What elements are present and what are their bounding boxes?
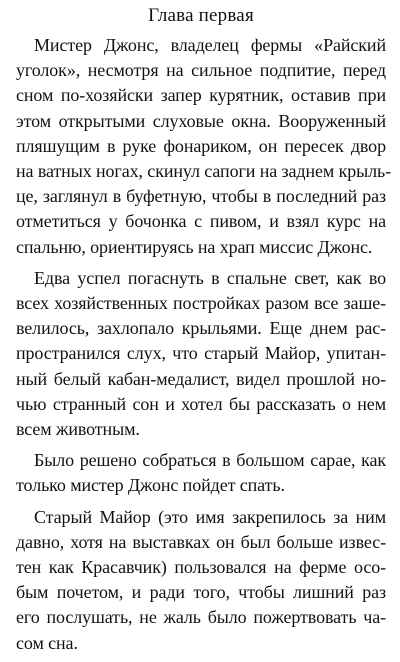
text-line: всех хозяйственных постройках разом все заше- (16, 293, 386, 314)
paragraph (16, 33, 392, 260)
text-line: отметиться у бочонка с пивом, и взял курс на (16, 211, 386, 232)
text-line: давно, хотя на выставках он был больше извес- (16, 531, 386, 552)
text-line: пространился слух, что старый Майор, упитан- (16, 343, 386, 364)
paragraph (16, 266, 386, 442)
body-text (16, 33, 392, 662)
text-line: только мистер Джонс пойдет спать. (16, 475, 285, 496)
text-line: бым почетом, и ради того, чтобы лишний раз (16, 582, 386, 603)
text-line: чью странный сон и хотел бы рассказать о нем (16, 393, 386, 414)
text-line: це, заглянул в буфетную, чтобы в последний раз (16, 186, 386, 207)
text-line: на ватных ногах, скинул сапоги на заднем крыль- (16, 161, 392, 182)
text-line: ный белый кабан-медалист, видел прошлой но- (16, 368, 386, 389)
text-line: уголок», несмотря на сильное подпитие, перед (16, 60, 386, 81)
text-line: Едва успел погаснуть в спальне свет, как во (34, 267, 386, 288)
paragraph (16, 505, 386, 656)
text-line: спальню, ориентируясь на храп миссис Джонс. (16, 236, 373, 257)
text-line: его послушать, не жаль было пожертвовать ча- (16, 607, 386, 628)
text-line: сном по-хозяйски запер курятник, оставив при (16, 85, 386, 106)
text-line: Старый Майор (это имя закрепилось за ним (34, 506, 386, 527)
text-line: тен как Красавчик) пользовался на ферме осо- (16, 557, 386, 578)
text-line: Было решено собраться в большом сарае, как (34, 450, 386, 471)
text-line: пляшущим в руке фонариком, он пересек двор (16, 135, 386, 156)
text-line: Мистер Джонс, владелец фермы «Райский (34, 35, 386, 55)
text-line: велилось, захлопало крыльями. Еще днем рас- (16, 318, 386, 339)
chapter-title: Глава первая (148, 5, 254, 26)
text-line: всем животным. (16, 419, 140, 440)
paragraph (16, 448, 386, 498)
text-line: этом открытыми слуховые окна. Вооруженный (16, 110, 386, 131)
text-line: сом сна. (16, 632, 78, 653)
